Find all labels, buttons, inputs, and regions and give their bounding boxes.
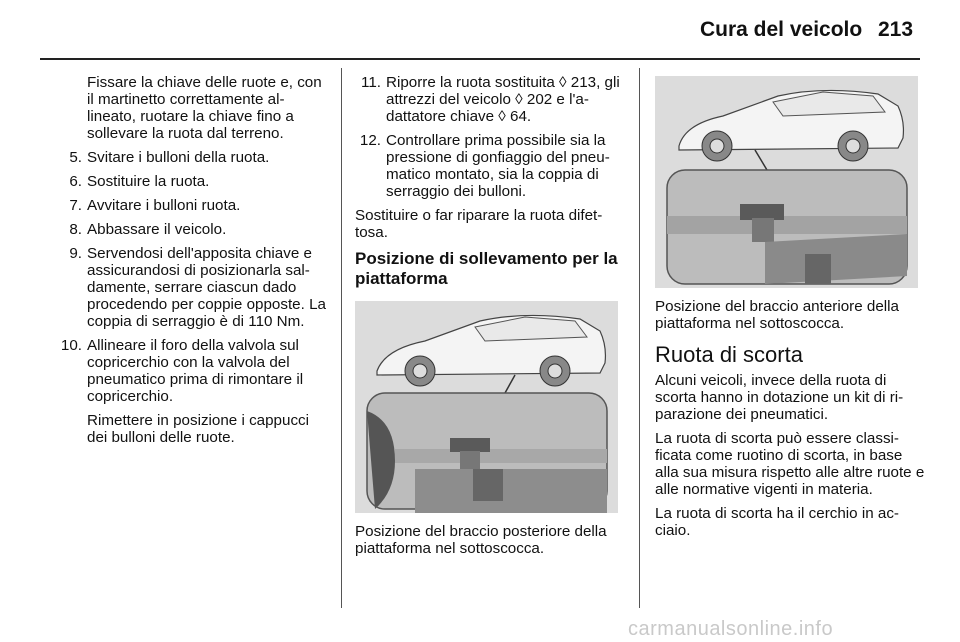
column-2 — [355, 74, 623, 564]
step-number: 11. — [361, 74, 381, 91]
step-item — [42, 149, 327, 166]
step-list-2 — [355, 74, 623, 200]
figure-rear-lift-point — [355, 301, 618, 513]
watermark: carmanualsonline.info — [628, 618, 834, 640]
column-divider-1 — [341, 68, 342, 608]
page-number: 213 — [878, 18, 914, 41]
step-number: 6. — [69, 173, 82, 190]
step-4-continuation: Fissare la chiave delle ruote e, con il martinetto correttamente al-lineato, ruotare la chiave fino a sollevare la ruota dal terreno. — [87, 74, 322, 142]
step-item — [42, 197, 327, 214]
step-text: Abbassare il veicolo. — [87, 221, 227, 238]
step-note: Rimettere in posizione i cappucci dei bulloni delle ruote. — [87, 412, 310, 446]
column-1 — [42, 74, 327, 453]
paragraph: La ruota di scorta ha il cerchio in ac-ciaio. — [655, 505, 899, 539]
step-text: Servendosi dell'apposita chiave e assicurandosi di posizionarla sal-damente, serrare ciascun dado procedendo per coppie opposte. La coppia di serraggio è di 110 Nm. — [87, 245, 326, 330]
header-rule — [40, 58, 920, 60]
figure-caption: Posizione del braccio anteriore della piattaforma nel sottoscocca. — [655, 298, 899, 332]
step-item — [42, 221, 327, 238]
column-3 — [655, 76, 925, 546]
paragraph: La ruota di scorta può essere classi-ficata come ruotino di scorta, in base alla sua misura rispetto alle altre ruote e alle normative vigenti in materia. — [655, 430, 925, 498]
step-text: Sostituire la ruota. — [87, 173, 210, 190]
step-item — [355, 74, 623, 125]
step-text: Controllare prima possibile sia la pressione di gonfiaggio del pneu-matico montato, sia la coppia di serraggio dei bulloni. — [386, 132, 610, 200]
step-item — [42, 245, 327, 330]
paragraph: Alcuni veicoli, invece della ruota di scorta hanno in dotazione un kit di ri-parazione dei pneumatici. — [655, 372, 904, 423]
step-text: Riporre la ruota sostituita ◊ 213, gli attrezzi del veicolo ◊ 202 e l'a-dattatore chiave ◊ 64. — [386, 74, 620, 125]
paragraph: Sostituire o far riparare la ruota difet-tosa. — [355, 207, 603, 241]
step-number: 7. — [69, 197, 82, 214]
step-item — [355, 132, 623, 200]
step-number: 10. — [60, 337, 82, 354]
header-title: Cura del veicolo — [700, 18, 863, 41]
figure-caption: Posizione del braccio posteriore della piattaforma nel sottoscocca. — [355, 523, 607, 557]
step-number: 8. — [69, 221, 82, 238]
step-item — [42, 173, 327, 190]
step-item — [42, 337, 327, 446]
step-number: 9. — [69, 245, 82, 262]
step-number: 5. — [69, 149, 82, 166]
figure-front-lift-point — [655, 76, 918, 288]
step-text: Avvitare i bulloni ruota. — [87, 197, 241, 214]
step-number: 12. — [359, 132, 381, 149]
car-front-illustration — [655, 76, 918, 288]
car-rear-illustration — [355, 301, 618, 513]
column-divider-2 — [639, 68, 640, 608]
step-text: Svitare i bulloni della ruota. — [87, 149, 270, 166]
step-text: Allineare il foro della valvola sul copricerchio con la valvola del pneumatico prima di rimontare il copricerchio. — [87, 337, 304, 405]
section-title: Ruota di scorta — [655, 342, 803, 367]
subheading: Posizione di sollevamento per la piattaforma — [355, 249, 618, 288]
step-list-1 — [42, 149, 327, 446]
